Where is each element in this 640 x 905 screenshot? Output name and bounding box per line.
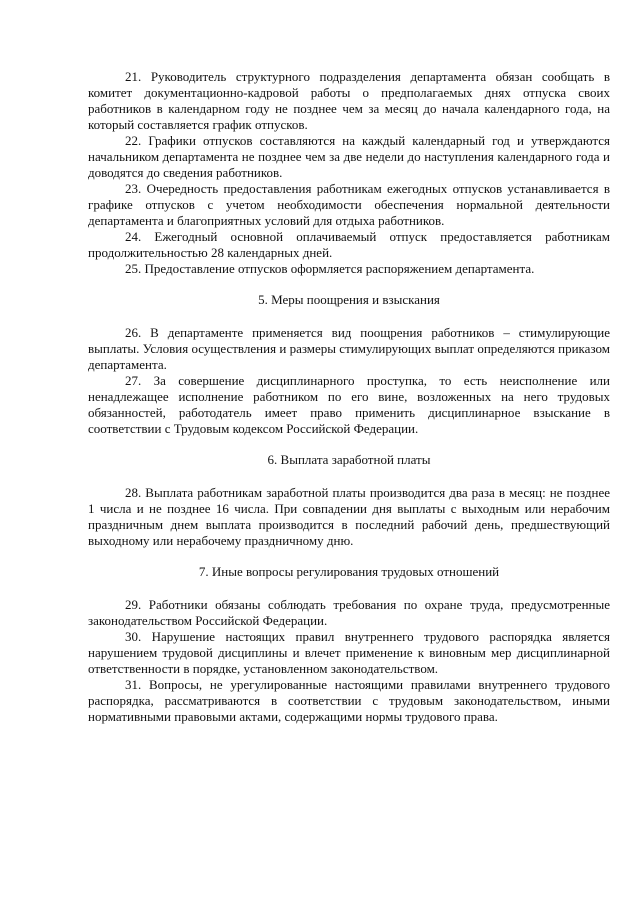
paragraph-25: 25. Предоставление отпусков оформляется распоряжением департамента. [125,261,535,276]
section-heading-6: 6. Выплата заработной платы [267,452,431,467]
paragraph-26: 26. В департаменте применяется вид поощрения работников – стимулирующие выплаты. Условия осуществления и размеры стимулирующих выплат определяются приказом департамента. [88,325,610,372]
spacer [88,277,610,292]
paragraph-24: 24. Ежегодный основной оплачиваемый отпуск предоставляется работникам продолжительностью 28 календарных дней. [88,229,610,260]
paragraph-23: 23. Очередность предоставления работникам ежегодных отпусков устанавливается в графике отпусков с учетом необходимости обеспечения нормальной деятельности департамента и благоприятных условий для отдыха работников. [88,181,610,228]
paragraph-31: 31. Вопросы, не урегулированные настоящими правилами внутреннего трудового распорядка, рассматриваются в соответствии с трудовым законодательством, иными нормативными правовыми актами, содержащими нормы трудового права. [88,677,610,724]
section-heading-5: 5. Меры поощрения и взыскания [258,292,440,307]
paragraph-30: 30. Нарушение настоящих правил внутреннего трудового распорядка является нарушением трудовой дисциплины и влечет применение к виновным мер дисциплинарной ответственности в порядке, установленном законодательством. [88,629,610,676]
spacer [88,437,610,452]
paragraph-22: 22. Графики отпусков составляются на каждый календарный год и утверждаются начальником департамента не позднее чем за две недели до наступления календарного года и доводятся до сведения работников. [88,133,610,180]
document-page [88,69,610,725]
spacer [88,308,610,325]
paragraph-29: 29. Работники обязаны соблюдать требования по охране труда, предусмотренные законодательством Российской Федерации. [88,597,610,628]
section-heading-7: 7. Иные вопросы регулирования трудовых отношений [198,564,500,579]
spacer [88,549,610,564]
paragraph-28: 28. Выплата работникам заработной платы производится два раза в месяц: не позднее 1 числа и не позднее 16 числа. При совпадении дня выплаты с выходным или нерабочим праздничным днем выплата производится в последний рабочий день, предшествующий выходному или нерабочему праздничному дню. [88,485,610,548]
paragraph-27: 27. За совершение дисциплинарного проступка, то есть неисполнение или ненадлежащее исполнение работником по его вине, возложенных на него трудовых обязанностей, работодатель имеет право применить дисциплинарное взыскание в соответствии с Трудовым кодексом Российской Федерации. [88,373,610,436]
spacer [88,580,610,597]
paragraph-21: 21. Руководитель структурного подразделения департамента обязан сообщать в комитет документационно-кадровой работы о предполагаемых днях отпуска своих работников в календарном году не позднее чем за месяц до начала календарного года, на который составляется график отпусков. [88,69,610,132]
spacer [88,468,610,485]
